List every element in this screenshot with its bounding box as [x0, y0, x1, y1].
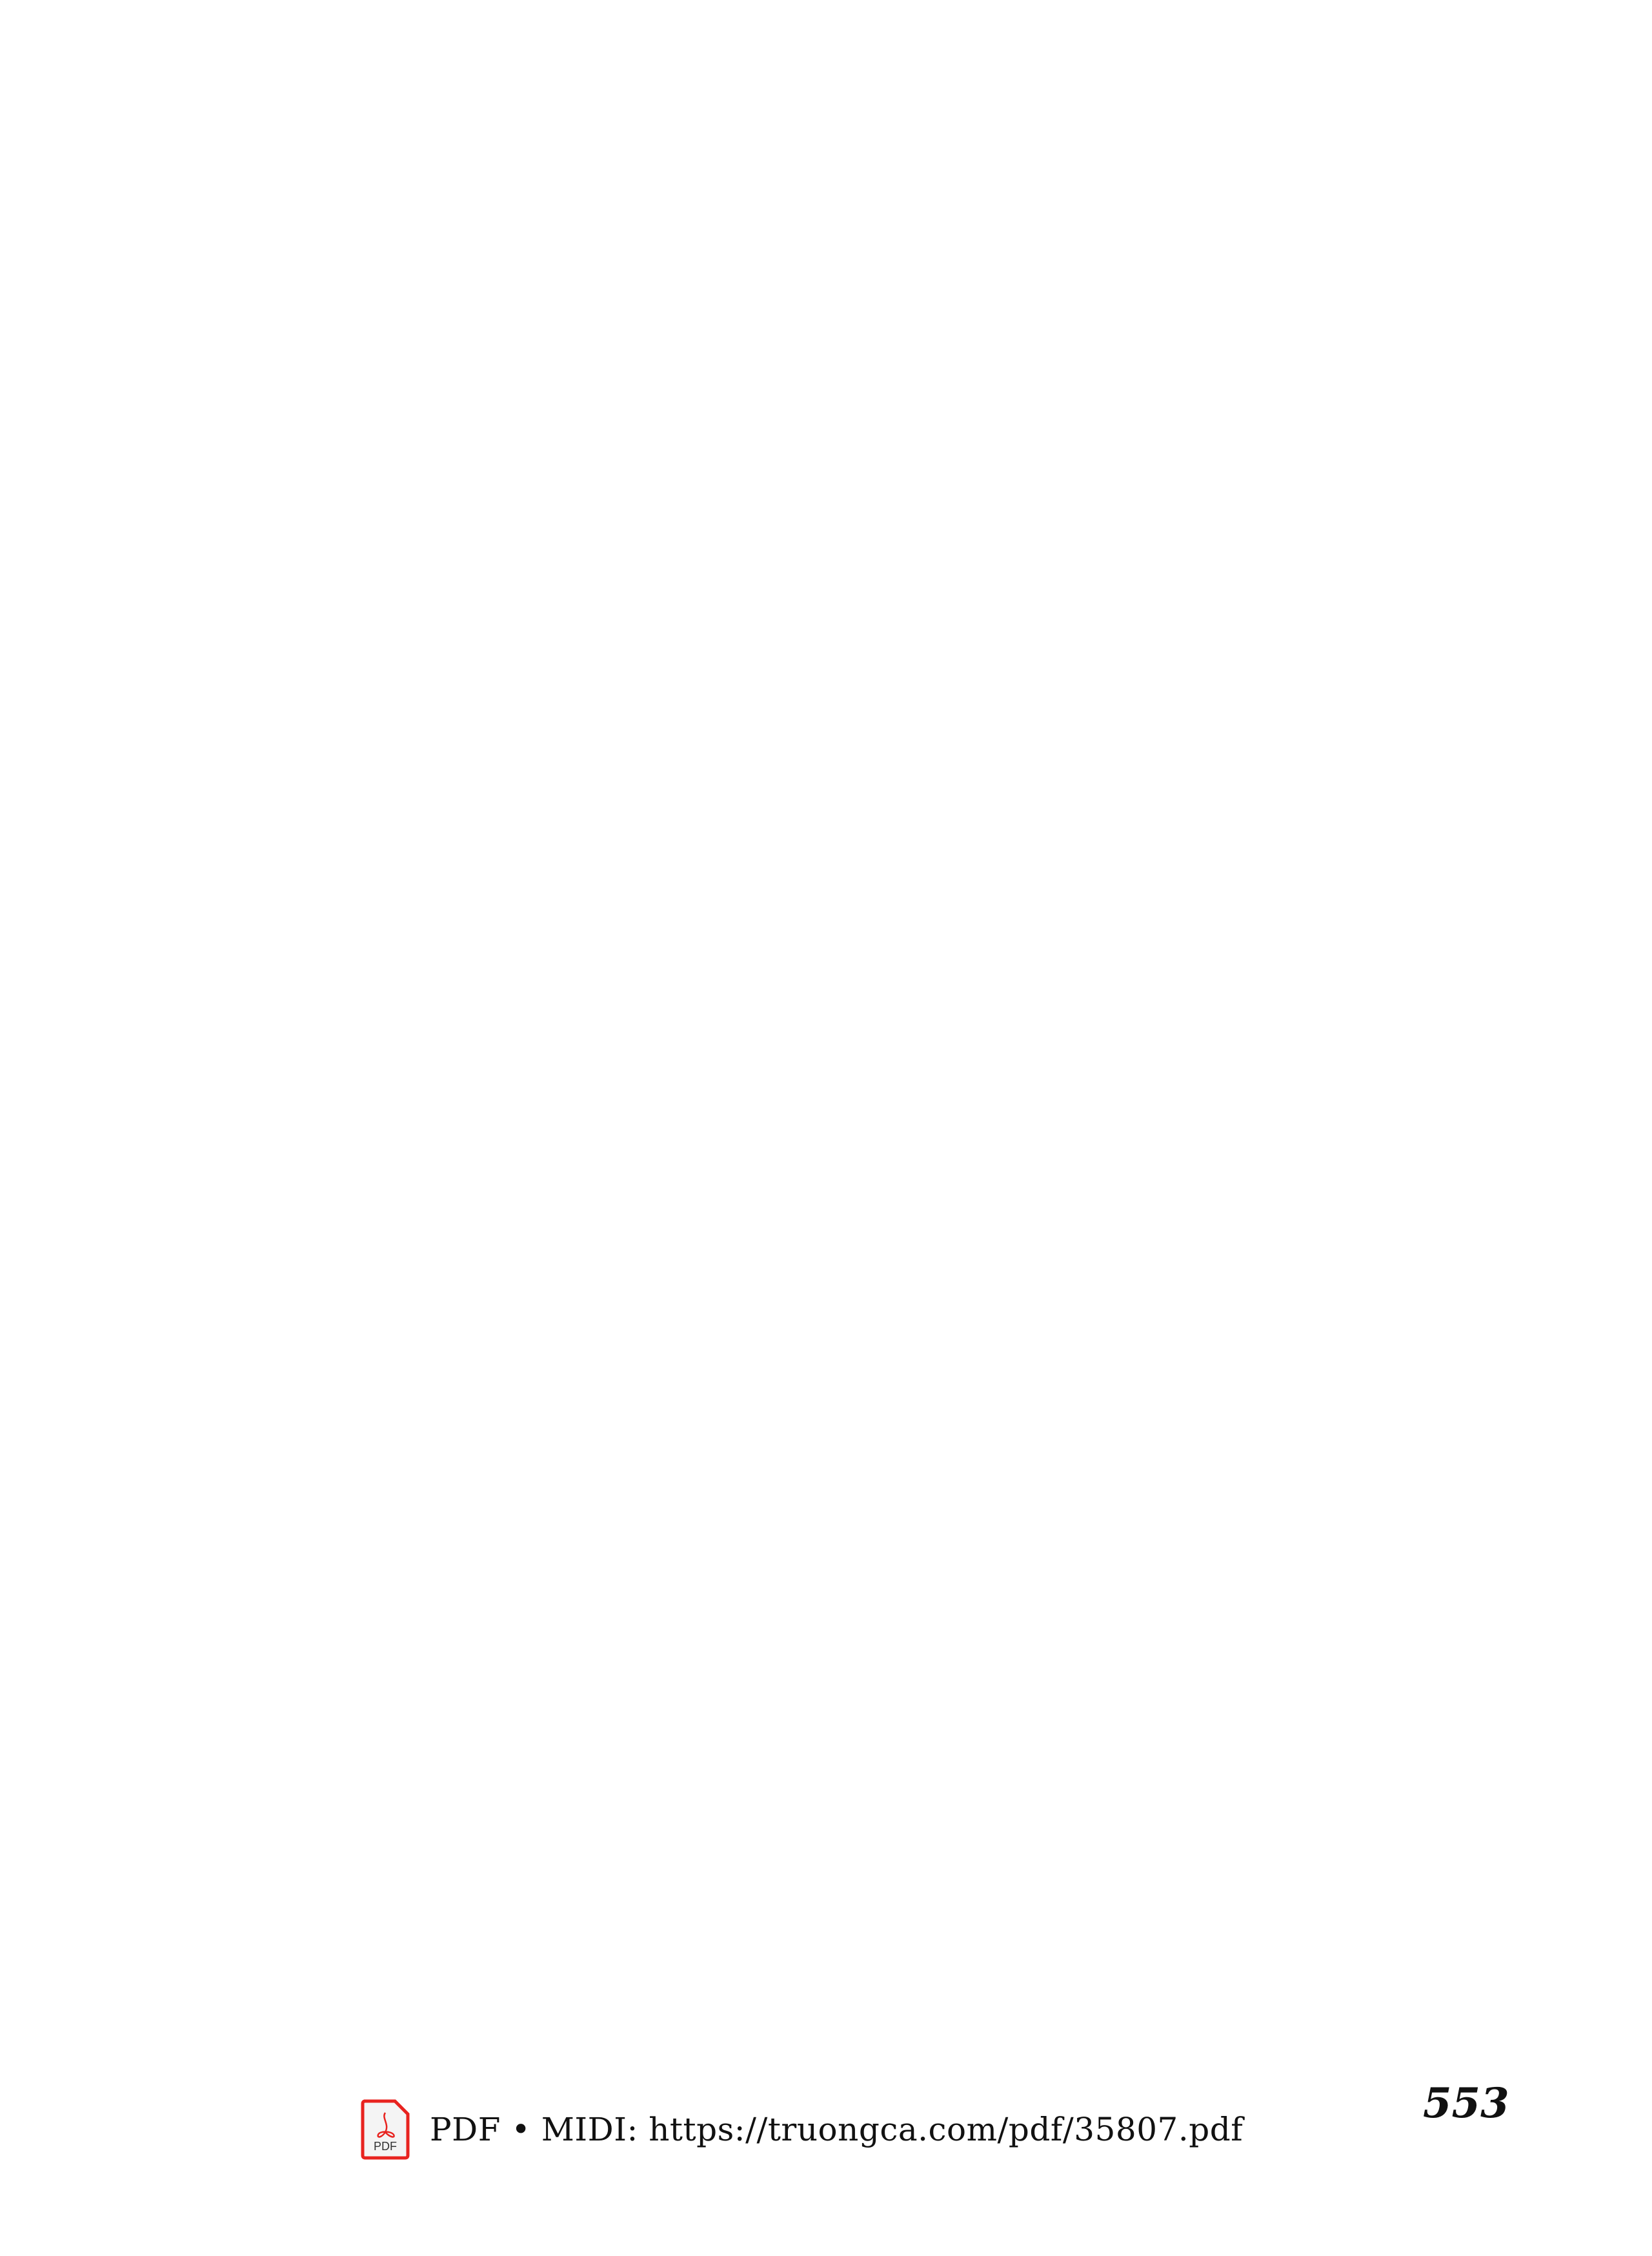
page-number: 553 — [1423, 2079, 1509, 2128]
footer-url-text[interactable]: PDF • MIDI: https://truongca.com/pdf/35807.pdf — [430, 2111, 1244, 2148]
svg-text:PDF: PDF — [374, 2140, 397, 2153]
footer-link[interactable] — [360, 2097, 1243, 2162]
pdf-file-icon — [360, 2099, 410, 2160]
